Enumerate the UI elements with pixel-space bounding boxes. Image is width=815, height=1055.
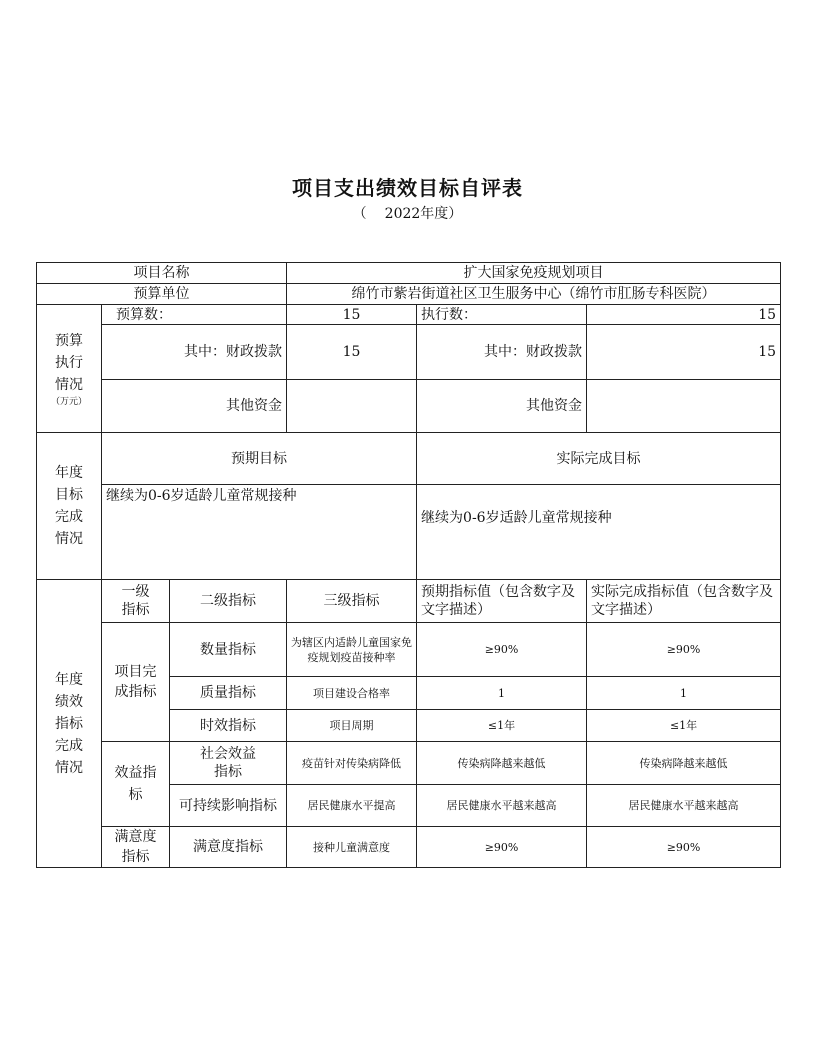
goals-content-row xyxy=(37,485,781,580)
other-funds-exec-value xyxy=(587,380,781,433)
indicator-level2: 可持续影响指标 xyxy=(170,785,287,827)
indicator-header-row xyxy=(37,580,781,623)
expected-value-header: 预期指标值（包含数字及文字描述） xyxy=(417,580,587,623)
indicator-level3: 居民健康水平提高 xyxy=(287,785,417,827)
budget-section-label xyxy=(37,305,102,433)
year-paren: （ xyxy=(352,206,367,222)
other-funds-budget-value xyxy=(287,380,417,433)
indicator-expected: 居民健康水平越来越高 xyxy=(417,785,587,827)
goals-section-label xyxy=(37,433,102,580)
indicator-level3: 项目周期 xyxy=(287,710,417,742)
exec-amount-label: 执行数： xyxy=(417,305,587,325)
indicator-expected: ≥90% xyxy=(417,827,587,868)
fiscal-exec-label: 其中：财政拨款 xyxy=(417,325,587,380)
indicator-level2: 数量指标 xyxy=(170,623,287,677)
self-evaluation-table xyxy=(36,262,781,868)
indicator-actual: ≥90% xyxy=(587,623,781,677)
budget-unit-row xyxy=(37,284,781,305)
indicators-section-label xyxy=(37,580,102,868)
budget-section-title: 预算执行情况 xyxy=(54,332,83,393)
group-completion-label xyxy=(102,623,170,742)
level1-header xyxy=(102,580,170,623)
indicator-row xyxy=(37,623,781,677)
fiscal-label: 其中：财政拨款 xyxy=(102,325,287,380)
group-benefit-text: 效益指标 xyxy=(114,765,157,803)
other-funds-exec-label: 其他资金 xyxy=(417,380,587,433)
indicator-actual: ≥90% xyxy=(587,827,781,868)
group-completion-text: 项目完成指标 xyxy=(114,664,157,700)
group-benefit-label xyxy=(102,742,170,827)
level3-header: 三级指标 xyxy=(287,580,417,623)
group-satisfaction-label xyxy=(102,827,170,868)
level1-header-text: 一级指标 xyxy=(121,584,150,618)
expected-goal-header: 预期目标 xyxy=(102,433,417,485)
indicator-level3: 接种儿童满意度 xyxy=(287,827,417,868)
indicator-level2: 质量指标 xyxy=(170,677,287,710)
goals-section-title: 年度目标完成情况 xyxy=(54,465,83,547)
indicator-actual: 1 xyxy=(587,677,781,710)
indicator-level3: 项目建设合格率 xyxy=(287,677,417,710)
indicator-level2: 时效指标 xyxy=(170,710,287,742)
indicator-level2: 满意度指标 xyxy=(170,827,287,868)
indicator-expected: 1 xyxy=(417,677,587,710)
project-name-label: 项目名称 xyxy=(37,263,287,284)
expected-goal-text: 继续为0-6岁适龄儿童常规接种 xyxy=(102,485,417,580)
actual-goal-header: 实际完成目标 xyxy=(417,433,781,485)
fiscal-exec-value: 15 xyxy=(587,325,781,380)
indicator-actual: 传染病降越来越低 xyxy=(587,742,781,785)
fiscal-budget-value: 15 xyxy=(287,325,417,380)
exec-amount-value: 15 xyxy=(587,305,781,325)
indicator-expected: ≥90% xyxy=(417,623,587,677)
level2-header: 二级指标 xyxy=(170,580,287,623)
budget-amount-label: 预算数： xyxy=(102,305,287,325)
other-funds-row xyxy=(37,380,781,433)
actual-value-header: 实际完成指标值（包含数字及文字描述） xyxy=(587,580,781,623)
indicator-level3: 疫苗针对传染病降低 xyxy=(287,742,417,785)
indicator-level2-text: 社会效益指标 xyxy=(200,746,256,780)
actual-goal-cell xyxy=(417,485,781,580)
fiscal-row xyxy=(37,325,781,380)
indicator-actual: ≤1年 xyxy=(587,710,781,742)
actual-goal-text: 继续为0-6岁适龄儿童常规接种 xyxy=(421,510,612,526)
year-text: 2022年度） xyxy=(384,206,463,222)
page-title: 项目支出绩效目标自评表 xyxy=(292,176,523,200)
indicator-level3: 为辖区内适龄儿童国家免疫规划疫苗接种率 xyxy=(287,623,417,677)
indicator-actual: 居民健康水平越来越高 xyxy=(587,785,781,827)
self-evaluation-table-wrapper xyxy=(36,262,780,868)
group-satisfaction-text: 满意度指标 xyxy=(114,829,157,865)
other-funds-label: 其他资金 xyxy=(102,380,287,433)
project-name-value: 扩大国家免疫规划项目 xyxy=(287,263,781,284)
indicator-row xyxy=(37,827,781,868)
indicator-row xyxy=(37,742,781,785)
indicator-level2 xyxy=(170,742,287,785)
indicator-expected: ≤1年 xyxy=(417,710,587,742)
budget-total-row xyxy=(37,305,781,325)
indicator-expected: 传染病降越来越低 xyxy=(417,742,587,785)
project-name-row xyxy=(37,263,781,284)
budget-section-unit: （万元） xyxy=(50,396,87,407)
budget-unit-label: 预算单位 xyxy=(37,284,287,305)
budget-unit-value: 绵竹市紫岩街道社区卫生服务中心（绵竹市肛肠专科医院） xyxy=(287,284,781,305)
goals-header-row xyxy=(37,433,781,485)
indicators-section-title: 年度绩效指标完成情况 xyxy=(54,671,83,776)
report-year xyxy=(0,203,815,223)
budget-amount-value: 15 xyxy=(287,305,417,325)
